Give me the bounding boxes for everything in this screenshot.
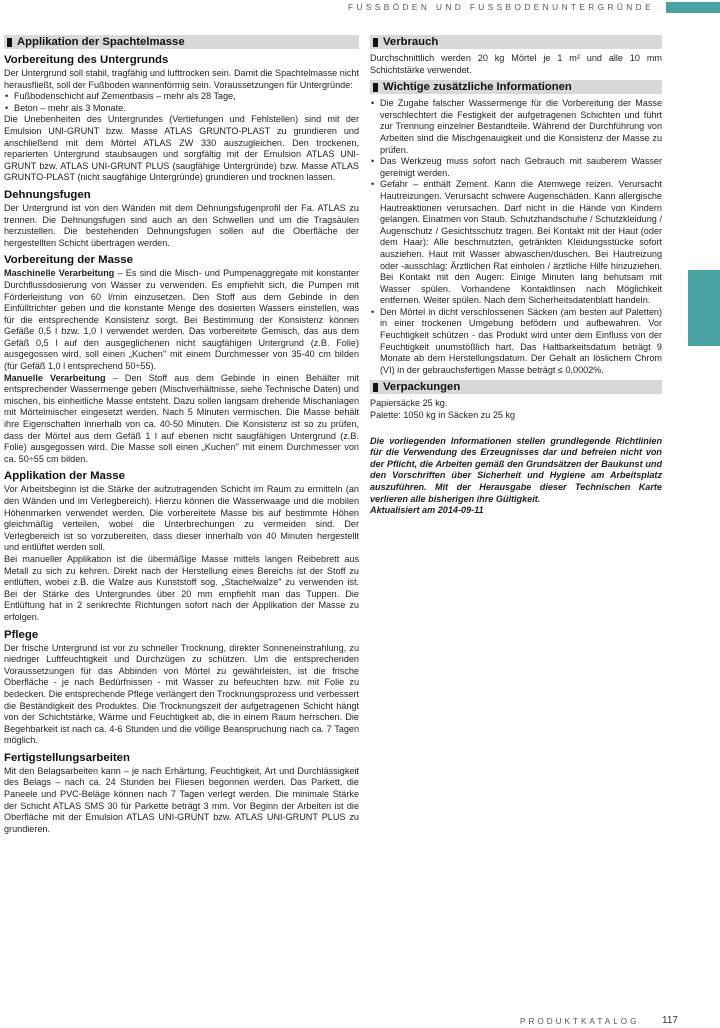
page-footer (0, 1014, 720, 1028)
paragraph-text: – Den Stoff aus dem Gebinde in einen Behälter mit entsprechender Wassermenge geben (Mischverhältnisse, siehe Technische Daten) und mischen, bis einheitliche Masse entsteht. Dazu sollen langsam drehende Mischanlagen mit Mörtelmischer eingesetzt werden. Nach 5 Minuten vermischen. Die Masse behält ihre Eigenschaften innerhalb von ca. 40-50 Minuten. Die Konsistenz ist so zu prüfen, dass der Mörtel aus dem Gefäß 1 l auf ebenen nicht saugfähigen Untergrund (z.B. Folie) ausgegossen wird. Die Masse soll einen „Kuchen" mit einem Durchmesser von ca. 50÷55 cm bilden. (4, 372, 359, 464)
legal-notice (370, 436, 662, 517)
bullet-list (370, 98, 662, 376)
heading-dehnungsfugen: Dehnungsfugen (4, 188, 91, 201)
paragraph-text: – Es sind die Misch- und Pumpenaggregate mit konstanter Durchflussdosierung von Wasser zu verwenden. Es empfiehlt sich, die Pumpen mit Förderleistung von 60 l/min einzusetzen. Den Stoff aus dem Gebinde in den Einfülltrichter geben und die konstante Menge des dosierten Wassers einstellen, was für die entsprechende Konsistenz sorgt. Bei Bestimmung der Konsistenz können Gefäße 0,5 l bzw. 1,0 l verwendet werden. Das vorbereitete Gemisch, das aus dem Gefäß 0,5 l auf den ausgeglichenen nicht saugfähigen Untergrund (z.B. Folie) ausgegossen wird, soll einen „Kuchen" mit einem Durchmesser von 35-40 cm bilden (für Gefäß 1,0 l entsprechend 50÷55). (4, 268, 359, 372)
list-item: • Gefahr – enthält Zement. Kann die Atemwege reizen. Verursacht Hautreizungen. Verursacht schwere Augenschäden. Kann allergische Hautreaktionen verursachen. Darf nicht in die Hände von Kindern gelangen. Einatmen von Staub. Schutzhandschuhe / Schutzkleidung / Augenschutz / Gesichtsschutz tragen. Bei Kontakt mit der Haut (oder dem Haar): Alle beschmutzten, getränkten Kleidungsstücke sofort ausziehen. Haut mit Wasser abwaschen/duschen. Bei Hautreizung oder -ausschlag: Ärztlichen Rat einholen / ärztliche Hilfe hinzuziehen. Bei Kontakt mit den Augen: Einige Minuten lang behutsam mit Wasser spülen. Vorhandene Kontaktlinsen nach Möglichkeit entfernen. Weiter spülen. Nach dem Sicherheitsdatenblatt handeln. (370, 179, 662, 307)
heading-untergrund: Vorbereitung des Untergrunds (4, 54, 169, 66)
list-item: • Den Mörtel in dicht verschlossenen Säcken (am besten auf Paletten) in einer trockenen Umgebung befödern und aufbewahren. Vor Feuchtigkeit schützen - das Produkt wird unter dem Einfluss von der Feuchtigkeit unumstößlich hart. Das Haltbarkeitsdatum beträgt 9 Monate ab dem Herstellungsdatum. Der Gehalt an löslichem Chrom (VI) in der gebrauchsfertigen Masse beträgt ≤ 0,0002%. (370, 307, 662, 377)
paragraph-manuell (4, 373, 359, 466)
section-bar-applikation (4, 35, 359, 49)
heading-applikation: Applikation der Masse (4, 470, 125, 483)
section-bar-hinweise (370, 80, 662, 94)
section-bar-verpackungen (370, 380, 662, 394)
section-bar-verbrauch (370, 35, 662, 49)
paragraph: Der Untergrund soll stabil, tragfähig und lufttrocken sein. Damit die Spachtelmasse nicht herausfließt, soll der Fußboden wannenförmig sein. Voraussetzungen für Untergründe: (4, 68, 359, 90)
paragraph: Vor Arbeitsbeginn ist die Stärke der aufzutragenden Schicht im Raum zu ermitteln (an den Wänden und im Verlegbereich). Hierzu können die Wasserwaage und die mobilen Höhenmarken verwendet werden. Die vorbereitete Masse bis auf bestimmte Höhen gleichmäßig verteilen, wobei die Unterbrechungen zu vermeiden sind. Der Verlegbereich ist so vorzubereiten, dass dieser innerhalb von 40 Minuten hergestellt und entlüftet werden soll. (4, 484, 359, 553)
bar-title: Applikation der Spachtelmasse (17, 36, 185, 48)
list-item: • Fußbodenschicht auf Zementbasis – mehr als 28 Tage, (4, 91, 359, 103)
bar-title: Verbrauch (383, 36, 439, 48)
page-number: 117 (662, 1015, 678, 1026)
right-column (370, 35, 662, 517)
subheading: Maschinelle Verarbeitung (4, 268, 115, 279)
left-column (4, 35, 359, 835)
list-item: • Die Zugabe falscher Wassermenge für die Vorbereitung der Masse verschlechtert die Festigkeit der aufgetragenen Schichten und führt zur Trennung einzelner Bestandteile. Während der Durchführung von Arbeiten sind die Mischgenauigkeit und die Konsistenz der Masse zu prüfen. (370, 98, 662, 156)
bar-square-icon (373, 83, 378, 92)
paragraph: Der Untergrund ist von den Wänden mit dem Dehnungsfugenprofil der Fa. ATLAS zu trennen. Die Dehnungsfugen sind auch an den Schwellen und um die Tragsäulen herzustellen. Die bestehenden Dehnungsfugen sollen auf die Oberfläche der hergestellten Schicht übertragen werden. (4, 202, 359, 248)
bar-square-icon (373, 38, 378, 47)
list-item: • Beton – mehr als 3 Monate. (4, 103, 359, 115)
paragraph: Durchschnittlich werden 20 kg Mörtel je 1 m² und alle 10 mm Schichtstärke verwendet. (370, 53, 662, 75)
bar-title: Wichtige zusätzliche Informationen (383, 81, 572, 94)
header-accent-block (666, 2, 720, 13)
page-header (0, 0, 720, 16)
bar-square-icon (373, 383, 378, 392)
bullet-list (4, 91, 359, 114)
list-item: • Das Werkzeug muss sofort nach Gebrauch mit sauberem Wasser gereinigt werden. (370, 156, 662, 179)
paragraph: Bei manueller Applikation ist die übermäßige Masse mittels langen Reibebrett aus Metall zu sich zu kehren. Direkt nach der Herstellung eines Bereichs ist der Stoff zu entlüften, wobei z.B. die Walze aus Kunststoff sog. „Stachelwalze" zu verwenden ist. Bei der Stärke des Untergrundes über 20 mm empfiehlt man das Tuppen. Die Entlüftung hat in 2 senkrechte Richtungen sofort nach der Applikation der Masse zu erfolgen. (4, 553, 359, 622)
heading-pflege: Pflege (4, 628, 39, 641)
subheading: Manuelle Verarbeitung (4, 372, 106, 383)
heading-fertigstellung: Fertigstellungsarbeiten (4, 751, 130, 764)
catalog-label: PRODUKTKATALOG (520, 1017, 640, 1026)
packaging-line: Palette: 1050 kg in Säcken zu 25 kg (370, 410, 516, 421)
packaging-line: Papiersäcke 25 kg. (370, 398, 448, 409)
update-date: Aktualisiert am 2014-09-11 (370, 505, 484, 516)
notice-text: Die vorliegenden Informationen stellen grundlegende Richtlinien für die Verwendung des Erzeugnisses dar und befreien nicht von der Pflicht, die Arbeiten gemäß den Grundsätzen der Baukunst und den Vorschriften über Sicherheit und Hygiene am Arbeitsplatz auszuführen. Mit der Herausgabe dieser Technischen Karte verlieren alle bisherigen ihre Gültigkeit. (370, 435, 662, 504)
paragraph: Mit den Belagsarbeiten kann – je nach Erhärtung, Feuchtigkeit, Art und Durchlässigkeit des Belags – nach ca. 24 Stunden bei Fliesen begonnen werden. Das Parkett, die Paneele und PVC-Beläge können nach 7 Tagen verlegt werden. Die minimale Stärke der Schicht ATLAS SMS 30 für Parkette beträgt 3 mm. Vor Beginn der Arbeiten ist die Oberfläche mit der Emulsion ATLAS UNI-GRUNT bzw. ATLAS UNI-GRUNT PLUS zu grundieren. (4, 765, 359, 834)
paragraph-maschinell (4, 268, 359, 372)
heading-vorbereitung-masse: Vorbereitung der Masse (4, 254, 133, 267)
section-title: FUSSBÖDEN UND FUSSBODENUNTERGRÜNDE (348, 2, 654, 12)
bar-title: Verpackungen (383, 381, 461, 394)
paragraph: Der frische Untergrund ist vor zu schneller Trocknung, direkter Sonneneinstrahlung, zu niedriger Luftfeuchtigkeit und Durchzügen zu schützen. Um die entsprechenden Voraussetzungen für das Abbinden von Mörtel zu gewährleisten, ist die frische Oberfläche - je nach Bedürfnissen - mit Wasser zu befeuchten bzw. mit Folie zu bedecken. Die entsprechende Pflege verlängert den Trocknungsprozess und verbessert die Beständigkeit des Produktes. Die Trocknungszeit der aufgetragenen Schicht hängt von der Schichtstärke, Wärme und Feuchtigkeit ab, die in einem Raum herrschen. Die Begehbarkeit ist nach ca. 4-6 Stunden und die völlige Beanspruchung nach ca. 7 Tagen möglich. (4, 642, 359, 746)
paragraph: Die Unebenheiten des Untergrundes (Vertiefungen und Fehlstellen) sind mit der Emulsion UNI-GRUNT bzw. Masse ATLAS GRUNTO-PLAST zu grundieren und anschließend mit dem Mörtel ATLAS ZW 330 auszugleichen. Den trockenen, reparierten Untergrund staubsaugen und sorgfältig mit der Emulsion ATLAS UNI-GRUNT bzw. ATLAS UNI-GRUNT PLUS (saugfähige Untergründe) bzw. Masse ATLAS GRUNTO-PLAST (nicht saugfähige Untergründe) grundieren und trocknen lassen. (4, 114, 359, 183)
bar-square-icon (7, 38, 12, 47)
side-tab-marker (688, 270, 720, 346)
